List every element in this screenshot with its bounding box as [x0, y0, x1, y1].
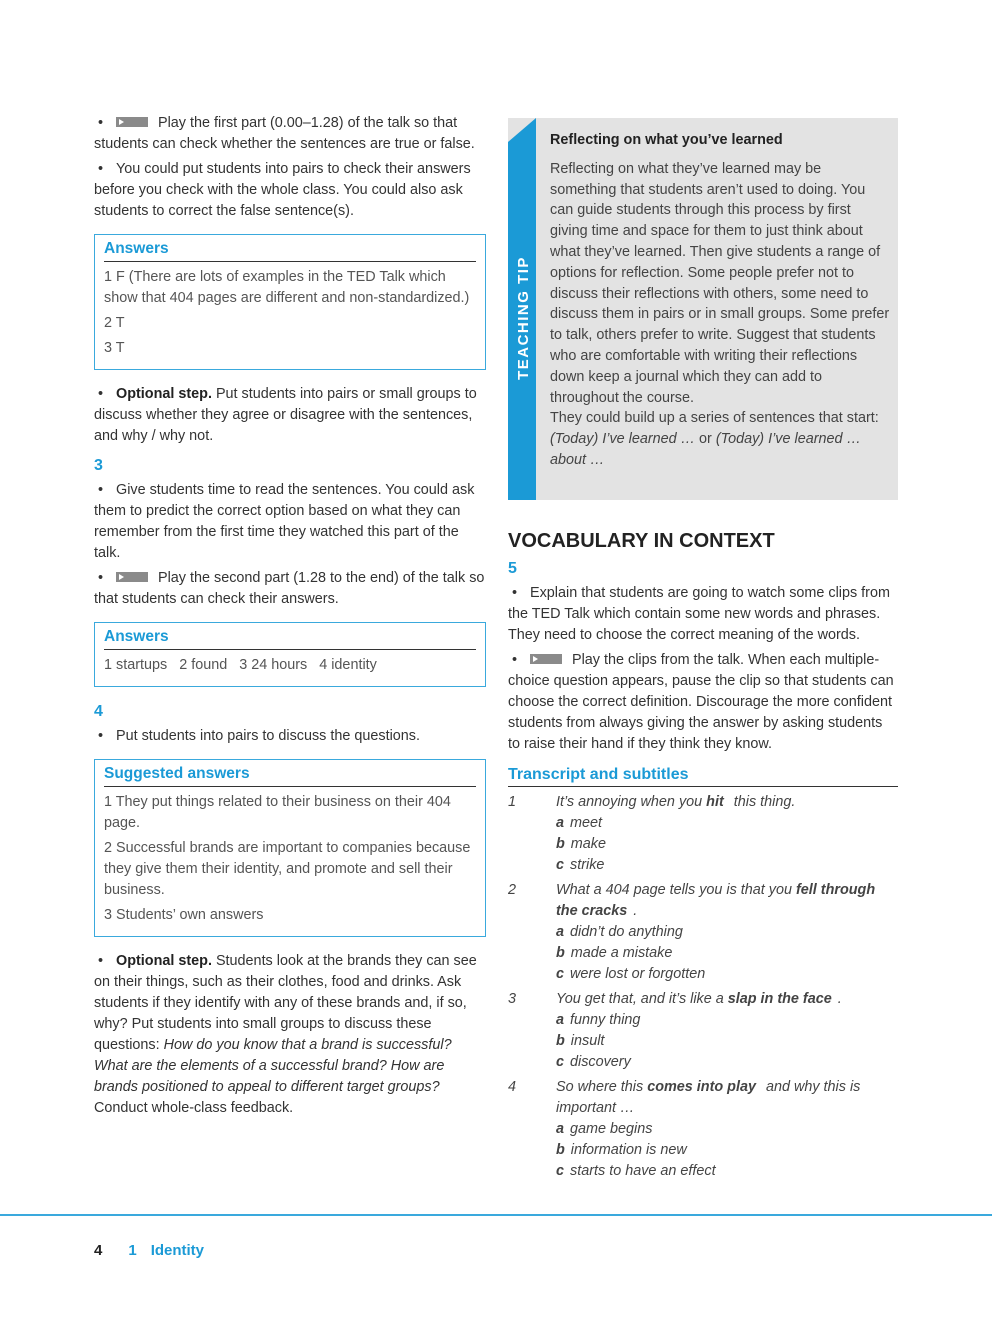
- option-letter: a: [556, 924, 565, 940]
- option-letter: a: [556, 815, 565, 831]
- left-column: [94, 113, 486, 1123]
- question-key-phrase: hit: [706, 794, 724, 810]
- question-option: [556, 1031, 898, 1052]
- optional-label: Optional step.: [116, 953, 212, 969]
- teaching-tip-label: TEACHING TIP: [515, 256, 532, 380]
- tip-italic: (Today) I’ve learned … about …: [550, 431, 861, 468]
- teaching-tip-paragraph: Reflecting on what they’ve learned may be something that students aren’t used to doing. You can guide students through this process by first giving time and space for them to just think about what they’ve learned. Then give students a range of options for reflection. Some people prefer not to discuss their reflections with others, some need to discuss them in pairs or in small groups. Some prefer to talk, others prefer to write. Suggest that students who are comfortable with writing their reflections down keep a journal which they can add to throughout the course.: [550, 160, 890, 406]
- question-number: 3: [508, 991, 517, 1007]
- question-body: [556, 989, 898, 1073]
- question-body: [556, 792, 898, 876]
- bullet-text: Students look at the brands they can see on their things, such as their clothes, food and drinks. Ask students if they identify with any of these brands and, if so, why? Put students into small groups to discuss these questions:: [94, 953, 477, 1053]
- bullet-play-second-part: [94, 568, 486, 610]
- question-text: [556, 880, 898, 922]
- question-post: .: [837, 991, 842, 1007]
- question-option: [556, 1140, 898, 1161]
- question-option: [556, 813, 898, 834]
- page-footer: [94, 1241, 204, 1261]
- question-text: [556, 792, 898, 813]
- question-pre: It’s annoying when you: [556, 794, 703, 810]
- tip-text: or: [699, 431, 712, 448]
- question-post: .: [633, 903, 638, 919]
- transcript-question: [508, 989, 898, 1073]
- answer-item: 3 Students’ own answers: [104, 907, 264, 923]
- question-pre: So where this: [556, 1079, 644, 1095]
- question-key-phrase: comes into play: [647, 1079, 756, 1095]
- bullet-read-sentences: [94, 480, 486, 564]
- bullet-text: Put students into pairs or small groups to discuss whether they agree or disagree with the sentences, and why / why not.: [94, 386, 477, 444]
- option-letter: b: [556, 836, 565, 852]
- transcript-question: [508, 880, 898, 985]
- bullet-explain-clips: [508, 583, 898, 646]
- bullet-text: Play the clips from the talk. When each multiple-choice question appears, pause the clip so that students can choose the correct definition. Discourage the more confident students from always giving the answer by asking students to raise their hand if they think they know.: [508, 652, 894, 752]
- bullet-text: Conduct whole-class feedback.: [94, 1100, 294, 1116]
- answers-title: Answers: [104, 627, 476, 650]
- option-letter: c: [556, 1054, 565, 1070]
- footer-divider: [0, 1214, 992, 1216]
- question-option: [556, 922, 898, 943]
- section-number-5: 5: [508, 560, 517, 577]
- bullet-text: You could put students into pairs to check their answers before you check with the whole class. You could also ask students to correct the false sentence(s).: [94, 161, 471, 219]
- question-number: 2: [508, 882, 517, 898]
- answers-title: Answers: [104, 239, 476, 262]
- option-letter: a: [556, 1121, 565, 1137]
- tip-italic: (Today) I’ve learned …: [550, 431, 696, 448]
- answer-item: 2 T: [104, 315, 125, 331]
- question-option: [556, 964, 898, 985]
- option-letter: b: [556, 1142, 565, 1158]
- answer-item: 2 found: [179, 657, 228, 673]
- bullet-text: Play the second part (1.28 to the end) of the talk so that students can check their answers.: [94, 570, 485, 607]
- option-text: didn’t do anything: [570, 924, 683, 940]
- option-text: strike: [570, 857, 605, 873]
- option-text: made a mistake: [570, 945, 673, 961]
- question-option: [556, 1119, 898, 1140]
- transcript-question: [508, 1077, 898, 1182]
- answer-item: 1 They put things related to their business on their 404 page.: [104, 794, 451, 831]
- option-letter: a: [556, 1012, 565, 1028]
- question-key-phrase: slap in the face: [727, 991, 832, 1007]
- section-number-3: 3: [94, 457, 103, 474]
- option-text: funny thing: [570, 1012, 641, 1028]
- teaching-tip-paragraph-2: [550, 408, 890, 470]
- optional-label: Optional step.: [116, 386, 212, 402]
- question-text: [556, 1077, 898, 1119]
- question-option: [556, 855, 898, 876]
- question-post: this thing.: [733, 794, 796, 810]
- bullet-play-first-part: [94, 113, 486, 155]
- teaching-tip-box: [508, 118, 898, 500]
- option-text: meet: [570, 815, 603, 831]
- answers-line: [104, 655, 476, 676]
- answer-item: 2 Successful brands are important to companies because they give them their identity, and promote and sell their business.: [104, 840, 471, 898]
- option-text: information is new: [570, 1142, 687, 1158]
- section-number-4: 4: [94, 703, 103, 720]
- question-body: [556, 880, 898, 985]
- video-play-icon: [530, 654, 562, 664]
- option-letter: b: [556, 1033, 565, 1049]
- bullet-text: Give students time to read the sentences. You could ask them to predict the correct option based on what they can remember from the first time they watched this part of the talk.: [94, 482, 475, 561]
- option-letter: b: [556, 945, 565, 961]
- vocabulary-heading: VOCABULARY IN CONTEXT: [508, 530, 775, 552]
- teaching-tip-body: [550, 130, 890, 471]
- question-option: [556, 1161, 898, 1182]
- chapter-title: Identity: [150, 1242, 205, 1259]
- right-column: [508, 118, 898, 1186]
- question-pre: You get that, and it’s like a: [556, 991, 724, 1007]
- question-post: and why this is important …: [556, 1079, 861, 1116]
- answers-box-2: [94, 622, 486, 687]
- bullet-play-clips: [508, 650, 898, 755]
- question-number: 4: [508, 1079, 517, 1095]
- bullet-text: Explain that students are going to watch some clips from the TED Talk which contain some new words and phrases. They need to choose the correct meaning of the words.: [508, 585, 890, 643]
- chapter-number: 1: [128, 1242, 137, 1259]
- question-number: 1: [508, 794, 517, 810]
- bullet-pairs-check: [94, 159, 486, 222]
- bullet-text: Play the first part (0.00–1.28) of the talk so that students can check whether the sentences are true or false.: [94, 115, 475, 152]
- suggested-answers-box: [94, 759, 486, 937]
- bullet-italic-questions: How do you know that a brand is successful? What are the elements of a successful brand? How are brands positioned to appeal to different target groups?: [94, 1037, 452, 1095]
- question-option: [556, 1010, 898, 1031]
- tip-text: They could build up a series of sentences that start:: [550, 410, 879, 427]
- bullet-pairs-discuss: [94, 726, 486, 747]
- transcript-heading: Transcript and subtitles: [508, 765, 898, 787]
- transcript-question: [508, 792, 898, 876]
- question-option: [556, 834, 898, 855]
- answer-item: 4 identity: [319, 657, 377, 673]
- question-text: [556, 989, 898, 1010]
- bullet-optional-step-1: [94, 384, 486, 447]
- video-play-icon: [116, 572, 148, 582]
- answer-item: 1 startups: [104, 657, 168, 673]
- question-option: [556, 943, 898, 964]
- question-option: [556, 1052, 898, 1073]
- question-key-phrase: fell through the cracks: [556, 882, 876, 919]
- answer-item: 3 T: [104, 340, 125, 356]
- option-text: discovery: [570, 1054, 631, 1070]
- question-pre: What a 404 page tells you is that you: [556, 882, 792, 898]
- question-body: [556, 1077, 898, 1182]
- video-play-icon: [116, 117, 148, 127]
- option-text: insult: [570, 1033, 605, 1049]
- option-text: game begins: [570, 1121, 653, 1137]
- page-number: 4: [94, 1242, 103, 1259]
- answer-item: 3 24 hours: [239, 657, 308, 673]
- option-text: starts to have an effect: [570, 1163, 716, 1179]
- bullet-optional-step-2: [94, 951, 486, 1119]
- teaching-tip-title: Reflecting on what you’ve learned: [550, 132, 783, 148]
- suggested-answers-title: Suggested answers: [104, 764, 476, 787]
- bullet-text: Put students into pairs to discuss the questions.: [116, 728, 420, 744]
- option-letter: c: [556, 1163, 565, 1179]
- option-text: were lost or forgotten: [570, 966, 706, 982]
- option-letter: c: [556, 857, 565, 873]
- option-letter: c: [556, 966, 565, 982]
- answer-item: 1 F (There are lots of examples in the TED Talk which show that 404 pages are different and non-standardized.): [104, 269, 470, 306]
- answers-box-1: [94, 234, 486, 370]
- option-text: make: [570, 836, 606, 852]
